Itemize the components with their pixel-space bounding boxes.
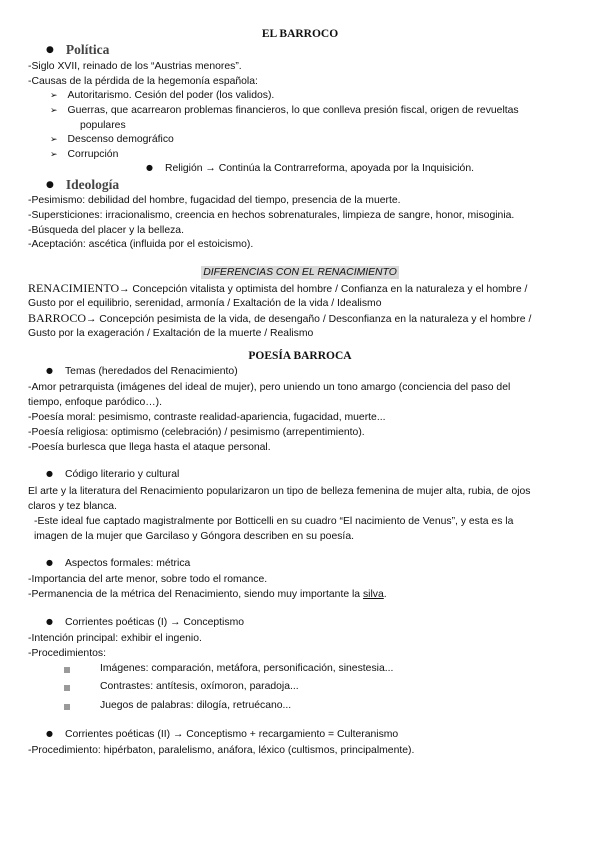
list-item: ➢ Guerras, que acarrearon problemas financieros, lo que conlleva presión fiscal, origen de revueltas [50,105,519,116]
list-item: Imágenes: comparación, metáfora, personificación, sinestesia... [100,663,394,674]
list-item-religion: ● Religión → Continúa la Contrarreforma, apoyada por la Inquisición. [146,163,474,174]
subheading-aspectos: ● Aspectos formales: métrica [46,558,191,569]
text-line: El arte y la literatura del Renacimiento popularizaron un tipo de belleza femenina de mujer alta, rubia, de ojos [28,486,531,497]
list-item: ➢ Descenso demográfico [50,134,174,145]
square-bullet-icon [64,667,70,673]
bullet-icon: ● [46,617,53,626]
text-line: -Permanencia de la métrica del Renacimiento, siendo muy importante la silva. [28,589,387,600]
text-line: -Procedimiento: hipérbaton, paralelismo, anáfora, léxico (cultismos, principalmente). [28,745,415,756]
text-line: -Pesimismo: debilidad del hombre, fugacidad del tiempo, presencia de la muerte. [28,195,401,206]
text-line: -Aceptación: ascética (influida por el estoicismo). [28,239,254,250]
bullet-icon: ● [46,469,53,478]
square-bullet-icon [64,685,70,691]
list-item: ➢ Corrupción [50,149,119,160]
list-item: ➢ Autoritarismo. Cesión del poder (los validos). [50,90,275,101]
underlined-word-silva: silva [362,589,384,600]
text-line-barroco: BARROCO→ Concepción pesimista de la vida, de desengaño / Desconfianza en la naturaleza y el hombre / [28,311,532,325]
document-title: EL BARROCO [261,28,339,40]
label-barroco: BARROCO [28,311,87,325]
text-line: claros y tez blanca. [28,501,117,512]
list-item: Juegos de palabras: dilogía, retruécano... [100,700,292,711]
text-line: -Procedimientos: [28,648,106,659]
text-line: -Poesía religiosa: optimismo (celebración) / pesimismo (arrepentimiento). [28,427,365,438]
arrow-bullet-icon: ➢ [50,135,58,145]
section-heading-diferencias: DIFERENCIAS CON EL RENACIMIENTO [203,267,397,278]
bullet-icon: ● [46,558,53,567]
section-heading-politica: ● Política [46,42,110,57]
bullet-icon: ● [46,729,53,738]
bullet-icon: ● [146,163,153,172]
bullet-icon: ● [46,180,54,190]
bullet-icon: ● [46,366,53,375]
text-line: -Poesía moral: pesimismo, contraste realidad-apariencia, fugacidad, muerte... [28,412,386,423]
text-line: imagen de la mujer que Garcilaso y Góngora describen en su poesía. [34,531,354,542]
subheading-temas: ● Temas (heredados del Renacimiento) [46,366,238,377]
text-line: -Amor petrarquista (imágenes del ideal de mujer), pero uniendo un tono amargo (conciencia del paso del [28,382,511,393]
text-line: tiempo, enfoque paródico…). [28,397,163,408]
label-renacimiento: RENACIMIENTO [28,281,120,295]
text-line: -Supersticiones: irracionalismo, creencia en hechos sobrenaturales, limpieza de sangre, honor, misoginia. [28,210,515,221]
square-bullet-icon [64,704,70,710]
text-line: Gusto por el equilibrio, serenidad, armonía / Exaltación de la vida / Idealismo [28,298,382,309]
text-line: -Búsqueda del placer y la belleza. [28,225,184,236]
text-line: -Este ideal fue captado magistralmente por Botticelli en su cuadro “El nacimiento de Venus”, y esta es la [34,516,514,527]
bullet-icon: ● [46,45,54,55]
text-line: Gusto por la exageración / Exaltación de la muerte / Realismo [28,328,314,339]
text-line-renacimiento: RENACIMIENTO→ Concepción vitalista y optimista del hombre / Confianza en la naturaleza y el hombre / [28,281,528,295]
text-line: -Siglo XVII, reinado de los “Austrias menores”. [28,61,242,72]
arrow-bullet-icon: ➢ [50,106,58,116]
text-line: -Importancia del arte menor, sobre todo el romance. [28,574,268,585]
text-line: -Poesía burlesca que llega hasta el ataque personal. [28,442,271,453]
subheading-culteranismo: ● Corrientes poéticas (II) → Conceptismo + recargamiento = Culteranismo [46,729,399,740]
section-heading-poesia: POESÍA BARROCA [248,350,352,362]
arrow-bullet-icon: ➢ [50,150,58,160]
subheading-codigo: ● Código literario y cultural [46,469,180,480]
arrow-bullet-icon: ➢ [50,91,58,101]
list-item: Contrastes: antítesis, oxímoron, paradoja... [100,681,299,692]
subheading-conceptismo: ● Corrientes poéticas (I) → Conceptismo [46,617,244,628]
section-heading-ideologia: ● Ideología [46,177,120,192]
text-line: populares [80,120,126,131]
text-line: -Causas de la pérdida de la hegemonía española: [28,76,258,87]
text-line: -Intención principal: exhibir el ingenio. [28,633,202,644]
